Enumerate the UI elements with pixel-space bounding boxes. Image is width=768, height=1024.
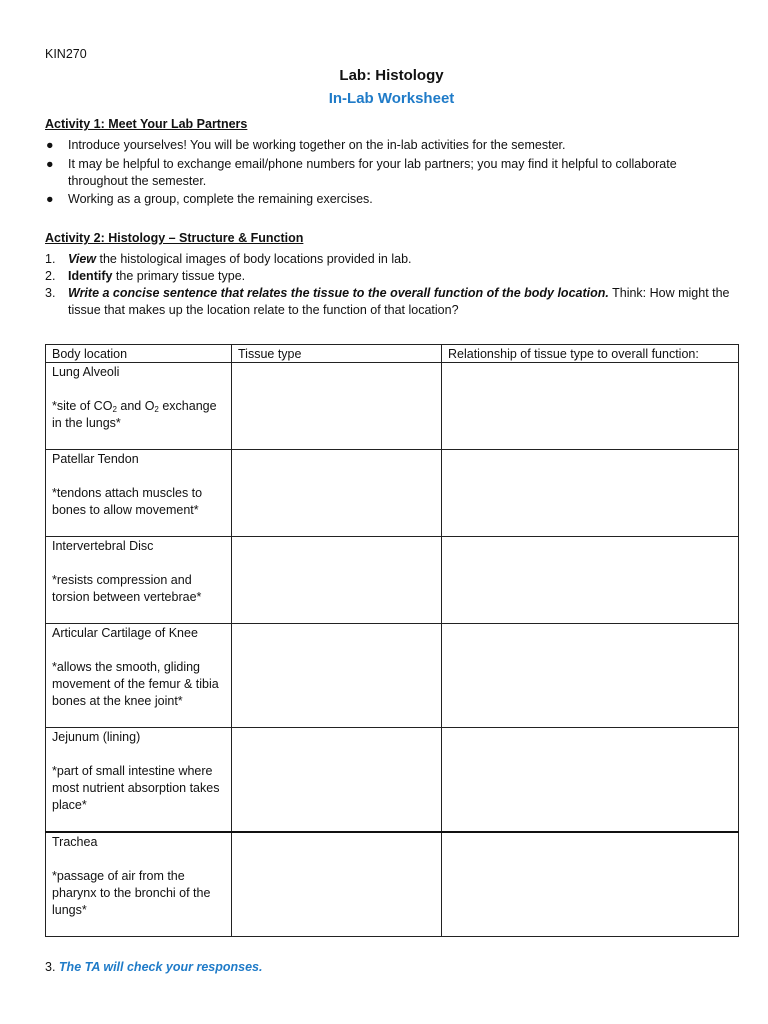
relationship-cell[interactable] [442,537,739,624]
footer-note [45,959,262,976]
body-location-description [52,398,225,432]
table-row [46,537,739,624]
body-location-name: Articular Cartilage of Knee [52,626,198,640]
activity2-step-list [45,251,738,319]
desc-text: *site of CO [52,399,113,413]
page-subtitle: In-Lab Worksheet [328,90,455,107]
list-item [45,137,738,154]
table-row [46,624,739,728]
list-item [45,285,738,319]
body-location-name: Jejunum (lining) [52,730,141,744]
bullet-text: Working as a group, complete the remaining exercises. [68,192,373,206]
list-item [45,156,738,190]
bullet-icon: ● [46,192,54,206]
body-location-name: Patellar Tendon [52,452,139,466]
bullet-text: It may be helpful to exchange email/phone numbers for your lab partners; you may find it helpful to collaborate throughout the semester. [68,156,677,188]
body-location-cell [46,450,232,537]
body-location-cell [46,728,232,833]
desc-text: exchange in the lungs* [52,399,217,430]
activity1-bullet-list [45,137,738,208]
subscript: 2 [112,405,117,414]
body-location-cell [46,537,232,624]
relationship-cell[interactable] [442,450,739,537]
body-location-name: Intervertebral Disc [52,539,154,553]
step-number: 1. [45,252,56,266]
step-text: the histological images of body locations provided in lab. [96,252,412,266]
bullet-text: Introduce yourselves! You will be working together on the in-lab activities for the semester. [68,138,566,152]
list-item [45,268,738,285]
column-header-tissue-type: Tissue type [232,345,442,363]
body-location-cell [46,832,232,937]
step-text: Think: How might the tissue that makes up the location relate to the function of that location? [68,286,730,317]
body-location-description: *passage of air from the pharynx to the bronchi of the lungs* [52,869,211,917]
table-row [46,832,739,937]
worksheet-page [45,46,738,319]
body-location-description: *part of small intestine where most nutrient absorption takes place* [52,764,220,812]
page-title: Lab: Histology [339,67,444,84]
step-number: 3. [45,286,56,300]
list-item [45,251,738,268]
list-item [45,191,738,208]
activity1-heading: Activity 1: Meet Your Lab Partners [45,117,248,131]
body-location-description: *resists compression and torsion between vertebrae* [52,573,202,604]
tissue-type-cell[interactable] [232,624,442,728]
relationship-cell[interactable] [442,832,739,937]
table-row [46,450,739,537]
tissue-type-cell[interactable] [232,450,442,537]
course-code: KIN270 [45,47,87,61]
activity2-heading: Activity 2: Histology – Structure & Function [45,231,304,245]
table-row [46,728,739,833]
step-number: 2. [45,269,56,283]
body-location-name: Lung Alveoli [52,365,120,379]
body-location-name: Trachea [52,835,98,849]
relationship-cell[interactable] [442,624,739,728]
column-header-relationship: Relationship of tissue type to overall function: [442,345,739,363]
tissue-type-cell[interactable] [232,728,442,833]
table-row [46,363,739,450]
body-location-description: *tendons attach muscles to bones to allow movement* [52,486,203,517]
histology-table [45,344,739,937]
relationship-cell[interactable] [442,363,739,450]
relationship-cell[interactable] [442,728,739,833]
subscript: 2 [154,405,159,414]
ta-check-note: The TA will check your responses. [58,960,263,974]
bullet-icon: ● [46,138,54,152]
tissue-type-cell[interactable] [232,537,442,624]
step-text: the primary tissue type. [112,269,246,283]
step-lead: Identify [68,269,113,283]
body-location-cell [46,624,232,728]
tissue-type-cell[interactable] [232,363,442,450]
column-header-body-location: Body location [46,345,232,363]
body-location-cell [46,363,232,450]
desc-text: and O [116,399,155,413]
bullet-icon: ● [46,156,54,171]
table-header-row [46,345,739,363]
step-lead: Write a concise sentence that relates the tissue to the overall function of the body location. [68,286,609,300]
footer-number: 3. [45,960,56,974]
step-lead: View [68,252,97,266]
tissue-type-cell[interactable] [232,832,442,937]
body-location-description: *allows the smooth, gliding movement of the femur & tibia bones at the knee joint* [52,660,219,708]
